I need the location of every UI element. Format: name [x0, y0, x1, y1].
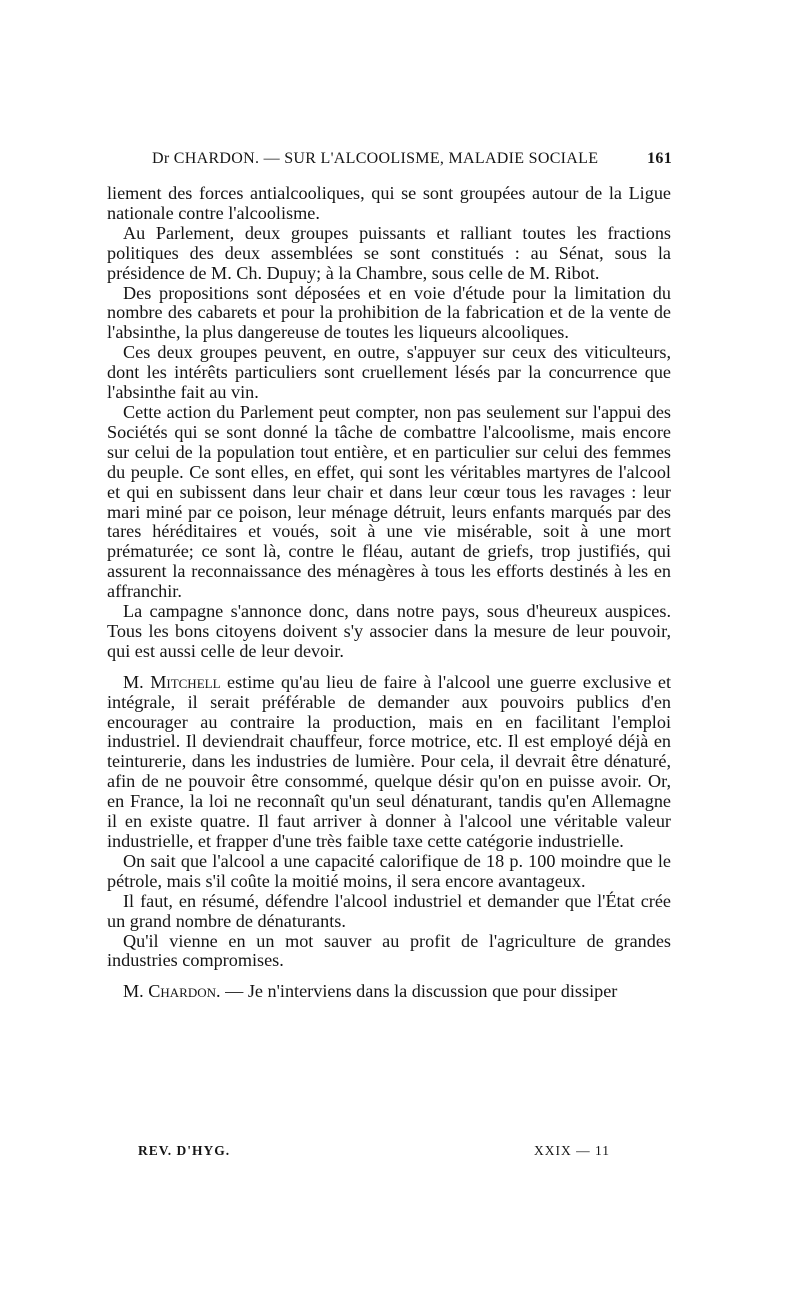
page-number: 161: [647, 150, 672, 167]
paragraph-mitchell: [107, 673, 671, 852]
chardon-text: — Je n'interviens dans la discussion que pour dissiper: [220, 981, 618, 1002]
article-body: [107, 184, 671, 1002]
paragraph-action-parlement: Cette action du Parlement peut compter, non pas seulement sur l'appui des Sociétés qui se sont donné la tâche de combattre l'alcoolisme, mais encore sur celui de la population tout entière, et en particulier sur celui des femmes du peuple. Ce sont elles, en effet, qui sont les véritables martyres de l'alcool et qui en subissent dans leur chair et dans leur cœur tous les ravages : leur mari miné par ce poison, leur ménage détruit, leurs enfants marqués par des tares héréditaires et voués, soit à une vie misérable, soit à une mort prématurée; ce sont là, contre le fléau, autant de griefs, trop justifiés, qui assurent la reconnaissance des ménagères à tous les efforts destinés à les en affranchir.: [107, 401, 671, 602]
paragraph-capacite: On sait que l'alcool a une capacité calorifique de 18 p. 100 moindre que le pétrole, mais s'il coûte la moitié moins, il sera encore avantageux.: [107, 850, 671, 891]
mitchell-text: estime qu'au lieu de faire à l'alcool une guerre exclusive et intégrale, il serait préférable de demander aux pouvoirs publics d'en encourager au contraire la production, mais en en facilitant l'emploi industriel. Il deviendrait chauffeur, force motrice, etc. Il est employé déjà en teinturerie, dans les industries de lumière. Pour cela, il devrait être dénaturé, afin de ne pouvoir être consommé, quelque désir qu'on en puisse avoir. Or, en France, la loi ne reconnaît qu'un seul dénaturant, tandis qu'en Allemagne il en existe quatre. Il faut arriver à donner à l'alcool une véritable valeur industrielle, et frapper d'une très faible taxe cette catégorie industrielle.: [107, 671, 671, 851]
paragraph-agriculture: Qu'il vienne en un mot sauver au profit de l'agriculture de grandes industries compromises.: [107, 930, 671, 971]
paragraph-propositions: Des propositions sont déposées et en voie d'étude pour la limitation du nombre des cabarets et pour la prohibition de la fabrication et de la vente de l'absinthe, la plus dangereuse de toutes les liqueurs alcooliques.: [107, 282, 671, 343]
paragraph-continuation: liement des forces antialcooliques, qui se sont groupées autour de la Ligue nationale contre l'alcoolisme.: [107, 183, 671, 223]
paragraph-campagne: La campagne s'annonce donc, dans notre pays, sous d'heureux auspices. Tous les bons citoyens doivent s'y associer dans la mesure de leur pouvoir, qui est aussi celle de leur devoir.: [107, 601, 671, 661]
running-header: [152, 150, 672, 174]
page-footer: [138, 1143, 610, 1165]
speaker-chardon: M. Chardon.: [123, 981, 221, 1002]
paragraph-chardon: [107, 982, 671, 1002]
running-title: Dr CHARDON. — SUR L'ALCOOLISME, MALADIE SOCIALE: [152, 150, 599, 167]
paragraph-resume: Il faut, en résumé, défendre l'alcool industriel et demander que l'État crée un grand nombre de dénaturants.: [107, 890, 671, 931]
paragraph-parlement: Au Parlement, deux groupes puissants et ralliant toutes les fractions politiques des deux assemblées se sont constitués : au Sénat, sous la présidence de M. Ch. Dupuy; à la Chambre, sous celle de M. Ribot.: [107, 222, 671, 283]
speaker-mitchell: M. Mitchell: [123, 671, 221, 692]
paragraph-viticulteurs: Ces deux groupes peuvent, en outre, s'appuyer sur ceux des viticulteurs, dont les intérêts particuliers sont cruellement lésés par la concurrence que l'absinthe fait au vin.: [107, 342, 671, 403]
volume-signature: XXIX — 11: [534, 1143, 610, 1158]
journal-signature: REV. D'HYG.: [138, 1143, 231, 1158]
